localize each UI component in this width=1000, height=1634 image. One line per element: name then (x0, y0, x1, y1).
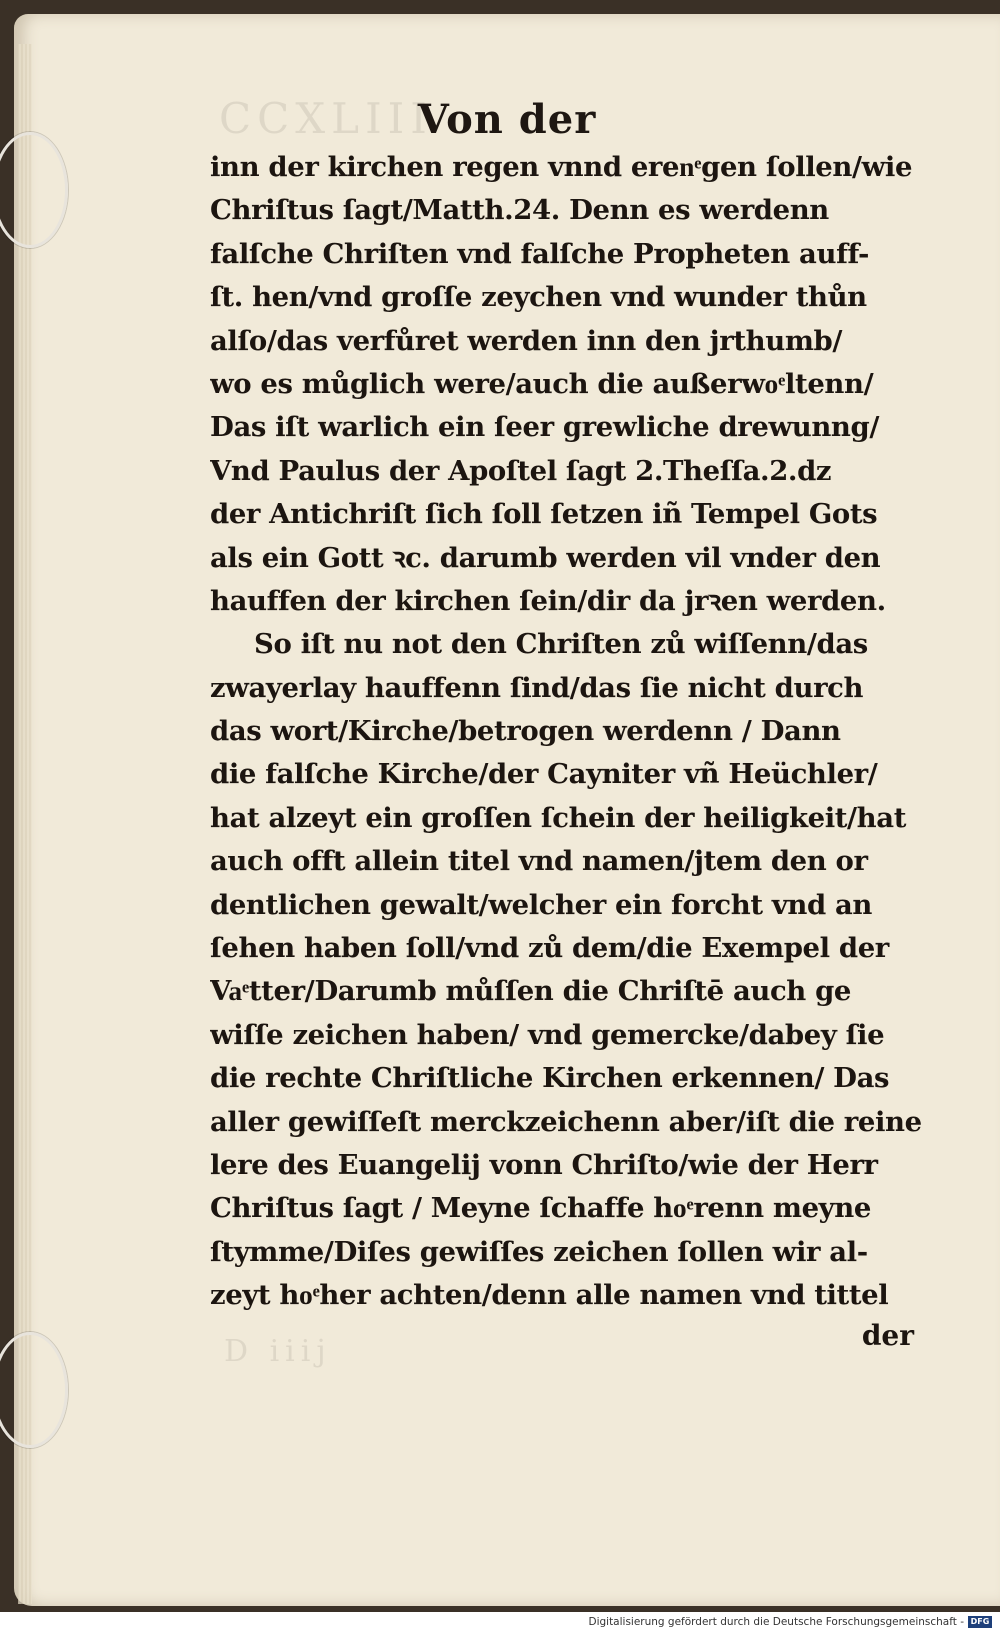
digitization-footer (0, 1612, 1000, 1634)
text-line: wiſſe zeichen haben/ vnd gemercke/dabey ſie (210, 1018, 885, 1051)
body-text (210, 146, 930, 1318)
text-line: der Antichriſt ſich ſoll ſetzen iñ Tempel Gots (210, 498, 878, 531)
text-line: ſehen haben ſoll/vnd zů dem/die Exempel der (210, 932, 889, 965)
text-line: auch offt allein titel vnd namen/jtem den or (210, 845, 868, 878)
text-line-paragraph-start: So iſt nu not den Chriſten zů wiſſenn/das (254, 628, 868, 661)
dfg-logo-icon: DFG (968, 1616, 992, 1628)
text-line: falſche Chriſten vnd falſche Propheten auff- (210, 237, 869, 270)
text-line: das wort/Kirche/betrogen werdenn / Dann (210, 715, 841, 748)
binder-ring-bottom (0, 1332, 68, 1448)
text-line: Das iſt warlich ein ſeer grewliche drewunng/ (210, 411, 879, 444)
text-line: ſt. hen/vnd groſſe zeychen vnd wunder thůn (210, 281, 867, 314)
text-line: Vnd Paulus der Apoſtel ſagt 2.Theſſa.2.dz (210, 454, 832, 487)
text-line: alſo/das verfůret werden inn den jrthumb/ (210, 324, 842, 357)
text-line: hat alzeyt ein groſſen ſchein der heiligkeit/hat (210, 801, 907, 834)
text-line: Vaͤtter/Darumb můſſen die Chriſtē auch ge (210, 975, 851, 1008)
text-line: Chriſtus ſagt/Matth.24. Denn es werdenn (210, 194, 829, 227)
text-line: wo es můglich were/auch die außerwoͤltenn/ (210, 367, 874, 400)
funding-credit: Digitalisierung gefördert durch die Deutsche Forschungsgemeinschaft - (588, 1616, 964, 1628)
text-line: aller gewiſſeſt merckzeichenn aber/iſt die reine (210, 1105, 922, 1138)
text-line: hauffen der kirchen ſein/dir da jrꝛen werden. (210, 584, 886, 617)
text-line: ſtymme/Diſes gewiſſes zeichen ſollen wir al- (210, 1235, 868, 1268)
text-line: die rechte Chriſtliche Kirchen erkennen/ Das (210, 1062, 890, 1095)
bleed-through-text-top: CCXLIII (219, 94, 433, 143)
binder-ring-top (0, 132, 68, 248)
text-line: zeyt hoͤher achten/denn alle namen vnd tittel (210, 1279, 889, 1312)
catchword: der (861, 1319, 914, 1352)
text-line: Chriſtus ſagt / Meyne ſchaffe hoͤrenn meyne (210, 1192, 871, 1225)
text-line: lere des Euangelij vonn Chriſto/wie der Herr (210, 1148, 878, 1181)
running-header: Von der (417, 96, 597, 143)
text-line: zwayerlay hauffenn ſind/das ſie nicht durch (210, 671, 864, 704)
paper-page (14, 14, 1000, 1606)
text-line: inn der kirchen regen vnnd erenͤgen ſollen/wie (210, 151, 913, 183)
text-line: dentlichen gewalt/welcher ein forcht vnd an (210, 888, 873, 921)
bleed-through-text-bottom: D iiij (224, 1334, 332, 1369)
text-line: die falſche Kirche/der Cayniter vñ Heüchler/ (210, 758, 878, 791)
text-line: als ein Gott ꝛc. darumb werden vil vnder den (210, 541, 881, 574)
